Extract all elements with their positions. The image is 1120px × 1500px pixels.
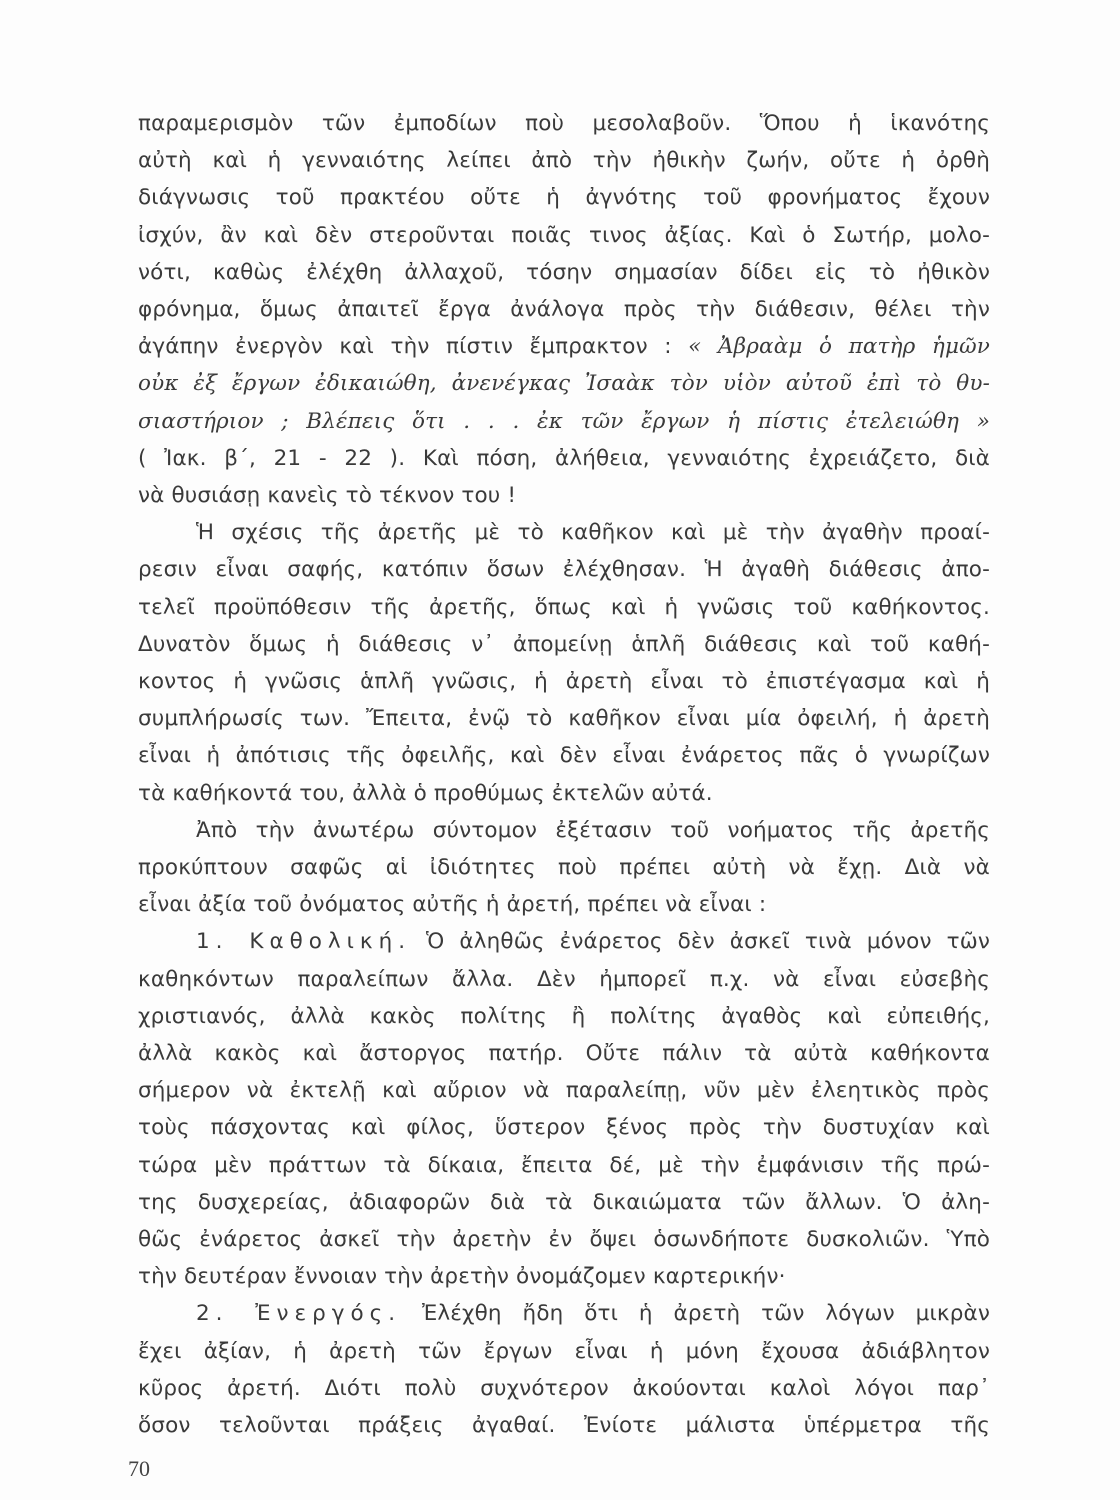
- text-line: ( Ἰακ. β΄, 21 - 22 ). Καὶ πόση, ἀλήθεια, γενναιότης ἐχρειάζετο, διὰ: [138, 445, 990, 471]
- text-line: Δυνατὸν ὅμως ἡ διάθεσις ν᾽ ἀπομείνῃ ἁπλῆ διάθεσις καὶ τοῦ καθή-: [138, 631, 990, 657]
- quote-text: οὐκ ἐξ ἔργων ἐδικαιώθη, ἀνενέγκας Ἰσαὰκ τὸν υἱὸν αὐτοῦ ἐπὶ τὸ θυ-: [138, 371, 990, 397]
- text-line: προκύπτουν σαφῶς αἱ ἰδιότητες ποὺ πρέπει αὐτὴ νὰ ἔχῃ. Διὰ νὰ: [138, 855, 990, 880]
- paragraph-start: Ἀπὸ τὴν ἀνωτέρω σύντομον ἐξέτασιν τοῦ νοήματος τῆς ἀρετῆς: [196, 817, 990, 843]
- list-item-label: 2. Ἐνεργός.: [196, 1301, 402, 1327]
- list-item-label: 1. Καθολική.: [196, 929, 412, 955]
- text-line-quote: [138, 402, 990, 442]
- text-line: διάγνωσις τοῦ πρακτέου οὔτε ἡ ἀγνότης τοῦ φρονήματος ἔχουν: [138, 185, 990, 211]
- text-line: τώρα μὲν πράττων τὰ δίκαια, ἔπειτα δέ, μὲ τὴν ἐμφάνισιν τῆς πρώ-: [138, 1152, 990, 1178]
- text-line: τὰ καθήκοντά του, ἀλλὰ ὁ προθύμως ἐκτελῶν αὐτά.: [138, 780, 713, 806]
- text-line: εἶναι ἀξία τοῦ ὀνόματος αὐτῆς ἡ ἀρετή, πρέπει νὰ εἶναι :: [138, 892, 767, 918]
- text-line: κῦρος ἀρετή. Διότι πολὺ συχνότερον ἀκούονται καλοὶ λόγοι παρ᾽: [138, 1375, 990, 1401]
- text-line: καθηκόντων παραλείπων ἄλλα. Δὲν ἠμπορεῖ π.χ. νὰ εἶναι εὐσεβὴς: [138, 966, 990, 992]
- quote-text: « Ἀβραὰμ ὁ πατὴρ ἡμῶν: [688, 334, 990, 360]
- text-line: τὴν δευτέραν ἔννοιαν τὴν ἀρετὴν ὀνομάζομεν καρτερικήν·: [138, 1264, 786, 1290]
- text-line: χριστιανός, ἀλλὰ κακὸς πολίτης ἢ πολίτης ἀγαθὸς καὶ εὐπειθής,: [138, 1003, 990, 1029]
- quote-intro: ἀγάπην ἐνεργὸν καὶ τὴν πίστιν ἔμπρακτον :: [138, 334, 672, 360]
- text-line: συμπλήρωσίς των. Ἔπειτα, ἐνῷ τὸ καθῆκον εἶναι μία ὀφειλή, ἡ ἀρετὴ: [138, 706, 990, 732]
- list-item-text: Ἐλέχθη ἤδη ὅτι ἡ ἀρετὴ τῶν λόγων μικρὰν: [421, 1301, 990, 1327]
- text-line: κοντος ἡ γνῶσις ἁπλῆ γνῶσις, ἡ ἀρετὴ εἶναι τὸ ἐπιστέγασμα καὶ ἡ: [138, 669, 990, 694]
- text-line: ἔχει ἀξίαν, ἡ ἀρετὴ τῶν ἔργων εἶναι ἡ μόνη ἔχουσα ἀδιάβλητον: [138, 1338, 990, 1364]
- text-line: ρεσιν εἶναι σαφής, κατόπιν ὅσων ἐλέχθησαν. Ἡ ἀγαθὴ διάθεσις ἀπο-: [138, 557, 990, 583]
- text-line: εἶναι ἡ ἀπότισις τῆς ὀφειλῆς, καὶ δὲν εἶναι ἐνάρετος πᾶς ὁ γνωρίζων: [138, 743, 990, 769]
- page-number: 70: [128, 1456, 150, 1481]
- text-line: ὅσον τελοῦνται πράξεις ἀγαθαί. Ἐνίοτε μάλιστα ὑπέρμετρα τῆς: [138, 1413, 990, 1438]
- text-line: παραμερισμὸν τῶν ἐμποδίων ποὺ μεσολαβοῦν. Ὅπου ἡ ἱκανότης: [138, 111, 990, 136]
- list-item-1: [196, 922, 990, 962]
- text-line: νότι, καθὼς ἐλέχθη ἀλλαχοῦ, τόσην σημασίαν δίδει εἰς τὸ ἠθικὸν: [138, 259, 990, 285]
- text-line: αὐτὴ καὶ ἡ γενναιότης λείπει ἀπὸ τὴν ἠθικὴν ζωήν, οὔτε ἡ ὀρθὴ: [138, 148, 990, 174]
- quote-text: σιαστήριον ; Βλέπεις ὅτι . . . ἐκ τῶν ἔργων ἡ πίστις ἐτελειώθη »: [138, 408, 990, 434]
- text-line: ἰσχύν, ἂν καὶ δὲν στεροῦνται ποιᾶς τινος ἀξίας. Καὶ ὁ Σωτήρ, μολο-: [138, 222, 990, 248]
- text-line-quote-start: [138, 327, 990, 367]
- text-line: θῶς ἐνάρετος ἀσκεῖ τὴν ἀρετὴν ἐν ὄψει ὁσωνδήποτε δυσκολιῶν. Ὑπὸ: [138, 1227, 990, 1252]
- text-line: φρόνημα, ὅμως ἀπαιτεῖ ἔργα ἀνάλογα πρὸς τὴν διάθεσιν, θέλει τὴν: [138, 297, 990, 322]
- text-line: τελεῖ προϋπόθεσιν τῆς ἀρετῆς, ὅπως καὶ ἡ γνῶσις τοῦ καθήκοντος.: [138, 594, 990, 620]
- text-line: νὰ θυσιάσῃ κανεὶς τὸ τέκνον του !: [138, 483, 517, 508]
- text-line: σήμερον νὰ ἐκτελῇ καὶ αὔριον νὰ παραλείπῃ, νῦν μὲν ἐλεητικὸς πρὸς: [138, 1078, 990, 1104]
- text-line: τοὺς πάσχοντας καὶ φίλος, ὕστερον ξένος πρὸς τὴν δυστυχίαν καὶ: [138, 1115, 990, 1141]
- paragraph-start: Ἡ σχέσις τῆς ἀρετῆς μὲ τὸ καθῆκον καὶ μὲ τὴν ἀγαθὴν προαί-: [196, 520, 990, 546]
- text-line: ἀλλὰ κακὸς καὶ ἄστοργος πατήρ. Οὔτε πάλιν τὰ αὐτὰ καθήκοντα: [138, 1041, 990, 1066]
- list-item-2: [196, 1294, 990, 1334]
- text-line: της δυσχερείας, ἀδιαφορῶν διὰ τὰ δικαιώματα τῶν ἄλλων. Ὁ ἀλη-: [138, 1189, 990, 1215]
- text-line-quote: [138, 364, 990, 404]
- list-item-text: Ὁ ἀληθῶς ἐνάρετος δὲν ἀσκεῖ τινὰ μόνον τῶν: [426, 929, 991, 955]
